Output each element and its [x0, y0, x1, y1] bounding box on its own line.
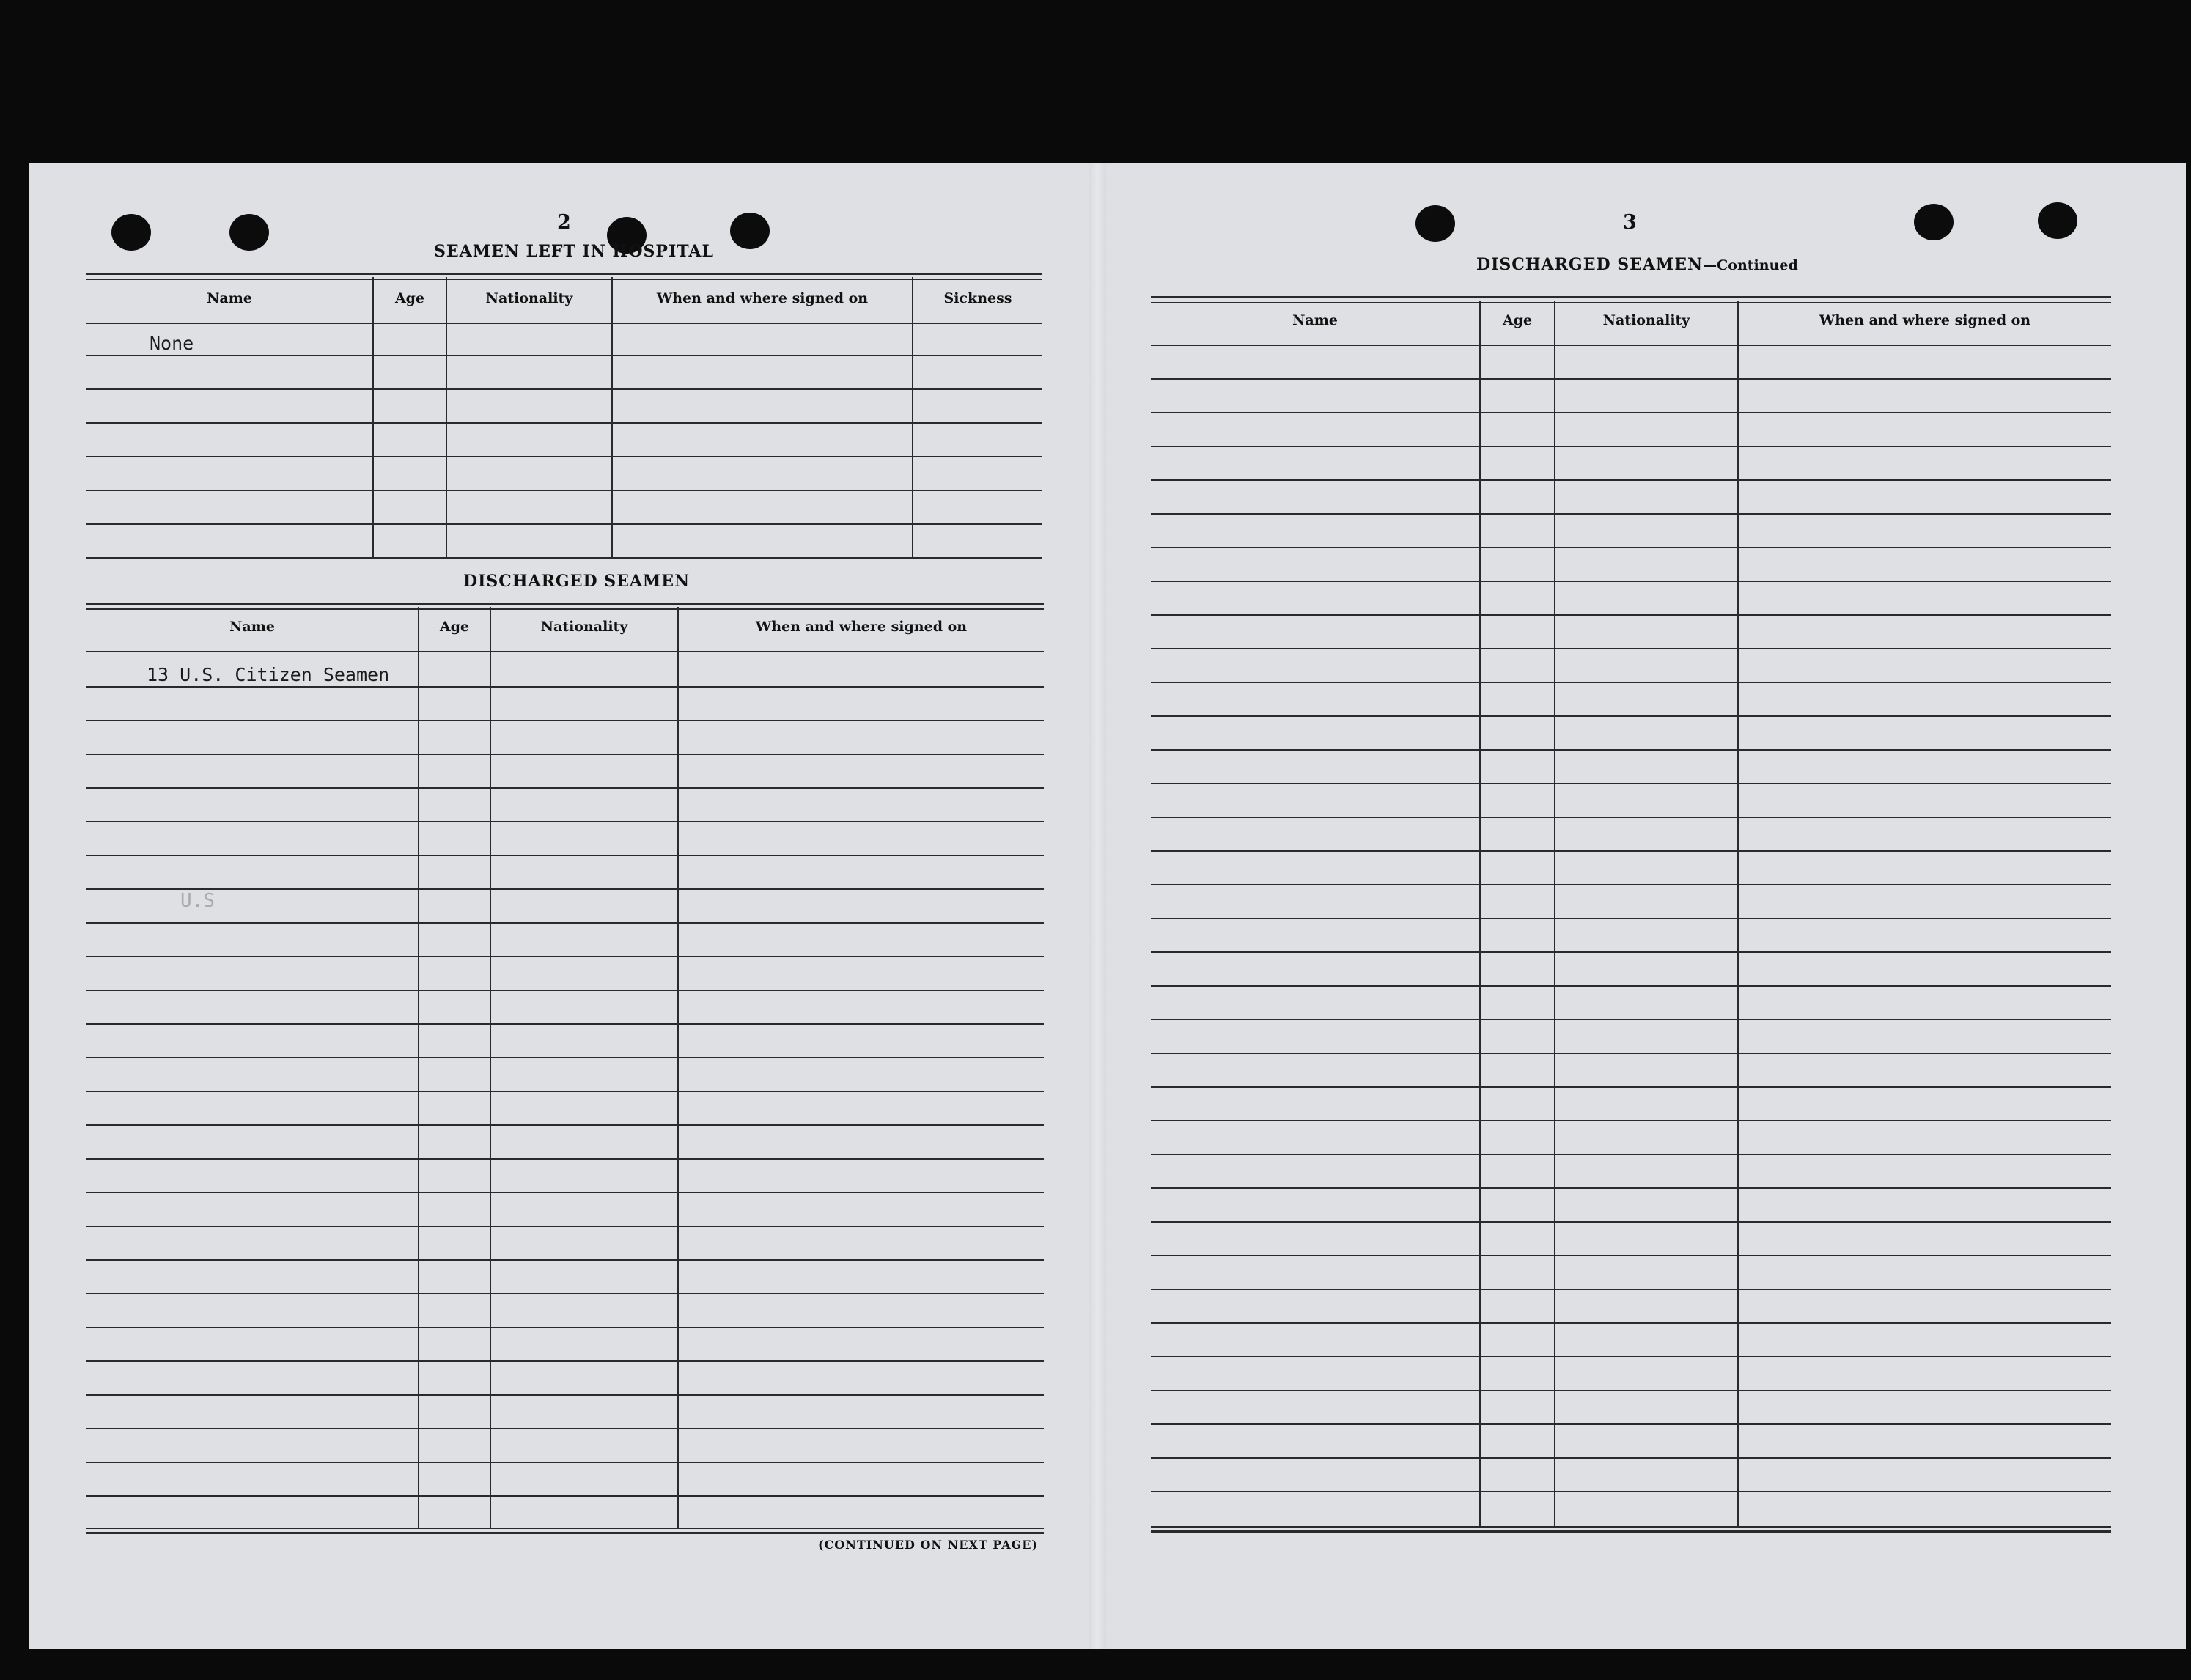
row-rule: [1151, 581, 2111, 582]
right-table-bottom-rule: [1151, 1530, 2111, 1533]
column-divider: [912, 277, 913, 557]
row-rule: [86, 1192, 1044, 1193]
column-divider: [490, 607, 491, 1528]
row-rule: [86, 754, 1044, 755]
column-divider: [418, 607, 419, 1528]
row-rule: [1151, 1053, 2111, 1054]
hospital-col-sickness: Sickness: [943, 290, 1012, 306]
row-rule: [1151, 479, 2111, 481]
row-rule: [86, 956, 1044, 957]
hospital-table-bottom-rule: [86, 557, 1042, 559]
page-fold: [1089, 163, 1106, 1649]
punch-hole: [229, 214, 269, 251]
page-number-right: 3: [1623, 211, 1637, 234]
right-table-bottom-rule: [1151, 1526, 2111, 1528]
hospital-table-top-rule: [86, 279, 1042, 280]
hospital-row-name: None: [150, 333, 194, 354]
row-rule: [1151, 682, 2111, 683]
row-rule: [1151, 817, 2111, 818]
discharged-continued-title: [1476, 255, 1798, 274]
row-rule: [86, 1091, 1044, 1092]
hospital-table-top-rule: [86, 273, 1042, 275]
row-rule: [86, 720, 1044, 721]
column-divider: [446, 277, 447, 557]
discharged-row-name: 13 U.S. Citizen Seamen: [147, 664, 390, 685]
row-rule: [1151, 1187, 2111, 1189]
row-rule: [86, 888, 1044, 890]
row-rule: [86, 1394, 1044, 1396]
right-header-rule: [1151, 345, 2111, 346]
row-rule: [1151, 1457, 2111, 1459]
column-divider: [1479, 301, 1481, 1526]
hospital-section-title: SEAMEN LEFT IN HOSPITAL: [434, 242, 714, 261]
punch-hole: [1415, 205, 1455, 242]
row-rule: [1151, 614, 2111, 616]
right-col-name: Name: [1292, 312, 1338, 328]
row-rule: [86, 1124, 1044, 1126]
row-rule: [1151, 1255, 2111, 1256]
row-rule: [86, 1158, 1044, 1160]
column-divider: [372, 277, 374, 557]
discharged-col-signed-on: When and where signed on: [755, 619, 968, 635]
row-rule: [86, 855, 1044, 856]
row-rule: [1151, 1390, 2111, 1391]
row-rule: [86, 523, 1042, 525]
row-rule: [1151, 884, 2111, 885]
row-rule: [1151, 648, 2111, 649]
right-table-top-rule: [1151, 296, 2111, 298]
right-table-top-rule: [1151, 302, 2111, 303]
row-rule: [86, 1428, 1044, 1429]
row-rule: [1151, 1322, 2111, 1324]
punch-hole: [730, 213, 770, 249]
row-rule: [86, 1259, 1044, 1261]
row-rule: [86, 1293, 1044, 1294]
row-rule: [86, 1023, 1044, 1025]
discharged-section-title: DISCHARGED SEAMEN: [463, 572, 691, 591]
row-rule: [1151, 749, 2111, 751]
hospital-col-nationality: Nationality: [485, 290, 573, 306]
row-rule: [86, 787, 1044, 789]
hospital-col-signed-on: When and where signed on: [656, 290, 869, 306]
row-rule: [1151, 1086, 2111, 1088]
page-number-left: 2: [557, 211, 571, 234]
punch-hole: [111, 214, 151, 251]
row-rule: [86, 422, 1042, 424]
faded-stamp-mark: U.S: [180, 890, 215, 912]
row-rule: [1151, 412, 2111, 413]
row-rule: [1151, 1289, 2111, 1290]
row-rule: [86, 1495, 1044, 1497]
row-rule: [1151, 446, 2111, 447]
row-rule: [1151, 547, 2111, 548]
document-sheet: [29, 163, 2186, 1649]
row-rule: [86, 821, 1044, 822]
row-rule: [1151, 918, 2111, 919]
row-rule: [1151, 1356, 2111, 1357]
row-rule: [86, 388, 1042, 390]
row-rule: [1151, 1019, 2111, 1020]
discharged-col-nationality: Nationality: [540, 619, 628, 635]
discharged-col-age: Age: [439, 619, 470, 635]
row-rule: [1151, 1423, 2111, 1425]
row-rule: [1151, 985, 2111, 987]
row-rule: [1151, 783, 2111, 784]
row-rule: [1151, 951, 2111, 953]
row-rule: [1151, 850, 2111, 852]
punch-hole: [1914, 204, 1954, 240]
row-rule: [86, 490, 1042, 491]
hospital-header-rule: [86, 323, 1042, 324]
column-divider: [1737, 301, 1739, 1526]
row-rule: [86, 922, 1044, 924]
hospital-col-age: Age: [394, 290, 425, 306]
row-rule: [1151, 378, 2111, 380]
row-rule: [1151, 1491, 2111, 1492]
row-rule: [1151, 1120, 2111, 1121]
discharged-continued-title-main: DISCHARGED SEAMEN: [1476, 255, 1704, 274]
row-rule: [86, 1226, 1044, 1227]
continued-footer: (CONTINUED ON NEXT PAGE): [818, 1538, 1039, 1552]
row-rule: [1151, 715, 2111, 717]
row-rule: [86, 456, 1042, 457]
discharged-header-rule: [86, 651, 1044, 652]
punch-hole: [2038, 202, 2077, 239]
discharged-table-bottom-rule: [86, 1528, 1044, 1529]
row-rule: [86, 1462, 1044, 1463]
row-rule: [86, 686, 1044, 688]
row-rule: [86, 1360, 1044, 1362]
right-col-age: Age: [1502, 312, 1533, 328]
hospital-col-name: Name: [207, 290, 252, 306]
discharged-continued-title-suffix: —Continued: [1703, 257, 1798, 273]
column-divider: [1554, 301, 1555, 1526]
column-divider: [611, 277, 613, 557]
row-rule: [86, 990, 1044, 991]
row-rule: [1151, 1154, 2111, 1155]
row-rule: [86, 355, 1042, 356]
row-rule: [86, 1057, 1044, 1058]
discharged-table-top-rule: [86, 608, 1044, 610]
row-rule: [1151, 1221, 2111, 1223]
row-rule: [86, 1327, 1044, 1328]
discharged-table-bottom-rule: [86, 1532, 1044, 1534]
column-divider: [677, 607, 679, 1528]
right-col-nationality: Nationality: [1602, 312, 1690, 328]
discharged-col-name: Name: [229, 619, 275, 635]
discharged-table-top-rule: [86, 603, 1044, 605]
right-col-signed-on: When and where signed on: [1819, 312, 2031, 328]
row-rule: [1151, 513, 2111, 515]
